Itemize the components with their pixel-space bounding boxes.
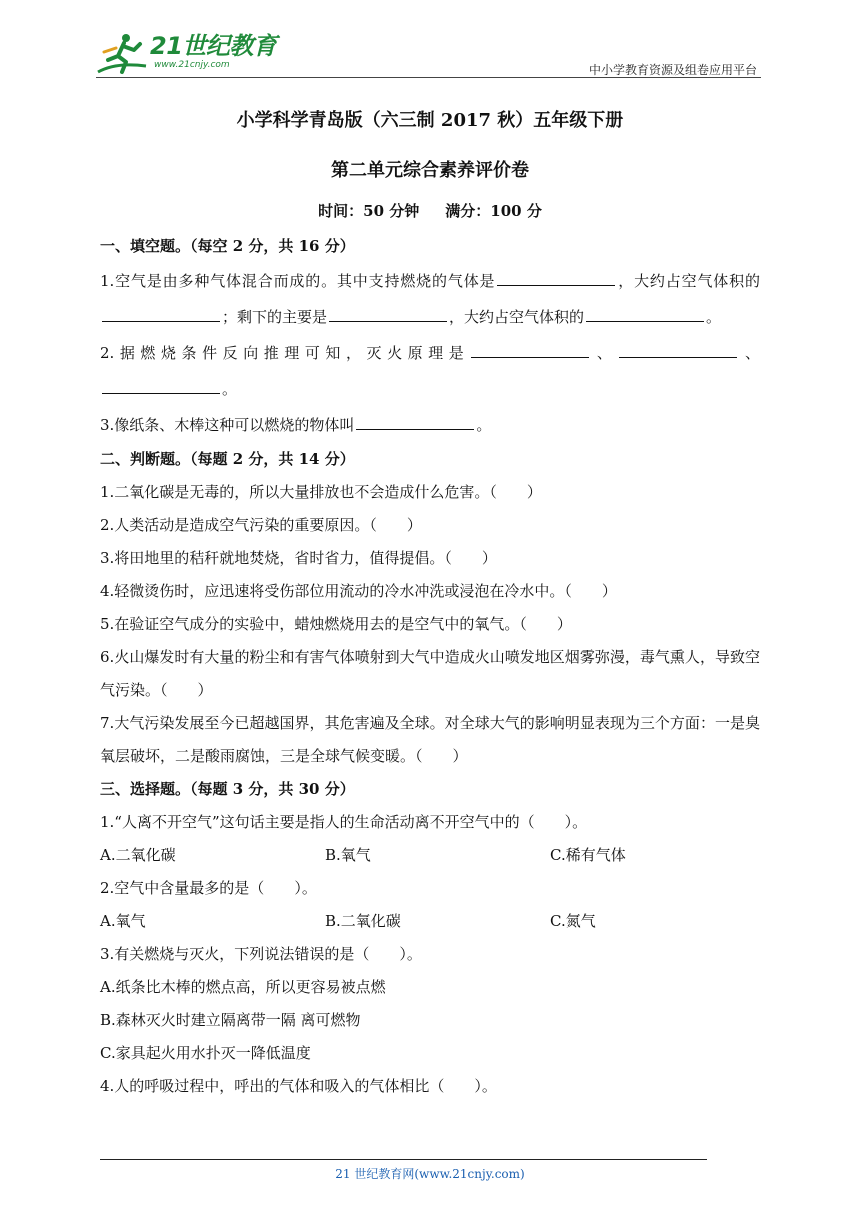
- option-a[interactable]: A.二氧化碳: [100, 846, 176, 864]
- document-title: 小学科学青岛版（六三制 2017 秋）五年级下册: [236, 110, 624, 131]
- answer-blank[interactable]: [102, 303, 220, 322]
- document-body: [100, 100, 760, 1103]
- option-c[interactable]: C.家具起火用水扑灭一降低温度: [100, 1044, 311, 1062]
- exam-info: [100, 199, 760, 223]
- fill-question-3: 3.像纸条、木棒这种可以燃烧的物体叫 。: [100, 407, 760, 443]
- option-b[interactable]: B.森林灭火时建立隔离带一隔 离可燃物: [100, 1011, 361, 1029]
- footer-text[interactable]: 21 世纪教育网(www.21cnjy.com): [335, 1167, 525, 1181]
- fill-question-1: 1.空气是由多种气体混合而成的。其中支持燃烧的气体是 ，大约占空气体积的；剩下的主要是 ，大约占空气体积的 。: [100, 263, 760, 335]
- site-logo: [96, 32, 276, 78]
- logo-url: www.21cnjy.com: [154, 60, 230, 70]
- exam-score: 满分：100 分: [445, 202, 542, 220]
- judge-question: 7.大气污染发展至今已超越国界，其危害遍及全球。对全球大气的影响明显表现为三个方面：一是臭氧层破坏，二是酸雨腐蚀，三是全球气候变暖。（ ）: [100, 714, 760, 765]
- fill-question-2: 2.据燃烧条件反向推理可知，灭火原理是 、 、。: [100, 335, 760, 407]
- header-divider: [96, 77, 761, 78]
- choice-options-2: [100, 905, 760, 938]
- choice-question-1: 1.“人离不开空气”这句话主要是指人的生命活动离不开空气中的（ ）。: [100, 813, 588, 831]
- judge-question: 5.在验证空气成分的实验中，蜡烛燃烧用去的是空气中的氧气。（ ）: [100, 615, 572, 633]
- judge-question: 1.二氧化碳是无毒的，所以大量排放也不会造成什么危害。（ ）: [100, 483, 542, 501]
- answer-blank[interactable]: [471, 339, 589, 358]
- answer-blank[interactable]: [586, 303, 704, 322]
- page-header: [96, 30, 761, 80]
- choice-question-2: 2.空气中含量最多的是（ ）。: [100, 879, 317, 897]
- exam-time: 时间：50 分钟: [318, 202, 420, 220]
- runner-logo-icon: [96, 32, 148, 78]
- judge-question: 6.火山爆发时有大量的粉尘和有害气体喷射到大气中造成火山喷发地区烟雾弥漫，毒气熏人，导致空气污染。（ ）: [100, 648, 760, 699]
- judge-question: 3.将田地里的秸秆就地焚烧，省时省力，值得提倡。（ ）: [100, 549, 497, 567]
- answer-blank[interactable]: [619, 339, 737, 358]
- section-choice-heading: 三、选择题。（每题 3 分，共 30 分）: [100, 780, 355, 798]
- section-fill-blank-heading: 一、填空题。（每空 2 分，共 16 分）: [100, 237, 355, 255]
- option-a[interactable]: A.纸条比木棒的燃点高，所以更容易被点燃: [100, 978, 386, 996]
- choice-options-1: [100, 839, 760, 872]
- option-b[interactable]: B.二氧化碳: [325, 912, 401, 930]
- judge-question: 4.轻微烫伤时，应迅速将受伤部位用流动的冷水冲洗或浸泡在冷水中。（ ）: [100, 582, 617, 600]
- option-b[interactable]: B.氧气: [325, 846, 371, 864]
- option-c[interactable]: C.稀有气体: [550, 846, 626, 864]
- option-a[interactable]: A.氧气: [100, 912, 146, 930]
- answer-blank[interactable]: [329, 303, 447, 322]
- answer-blank[interactable]: [497, 267, 615, 286]
- judge-question: 2.人类活动是造成空气污染的重要原因。（ ）: [100, 516, 422, 534]
- option-c[interactable]: C.氮气: [550, 912, 596, 930]
- logo-text: 21世纪教育: [150, 32, 277, 60]
- answer-blank[interactable]: [356, 411, 474, 430]
- header-platform-text: 中小学教育资源及组卷应用平台: [588, 63, 757, 77]
- answer-blank[interactable]: [102, 375, 220, 394]
- document-subtitle: 第二单元综合素养评价卷: [331, 160, 529, 181]
- choice-question-4: 4.人的呼吸过程中，呼出的气体和吸入的气体相比（ ）。: [100, 1077, 497, 1095]
- footer-divider: [100, 1159, 707, 1160]
- section-true-false-heading: 二、判断题。（每题 2 分，共 14 分）: [100, 450, 355, 468]
- choice-question-3: 3.有关燃烧与灭火，下列说法错误的是（ ）。: [100, 945, 422, 963]
